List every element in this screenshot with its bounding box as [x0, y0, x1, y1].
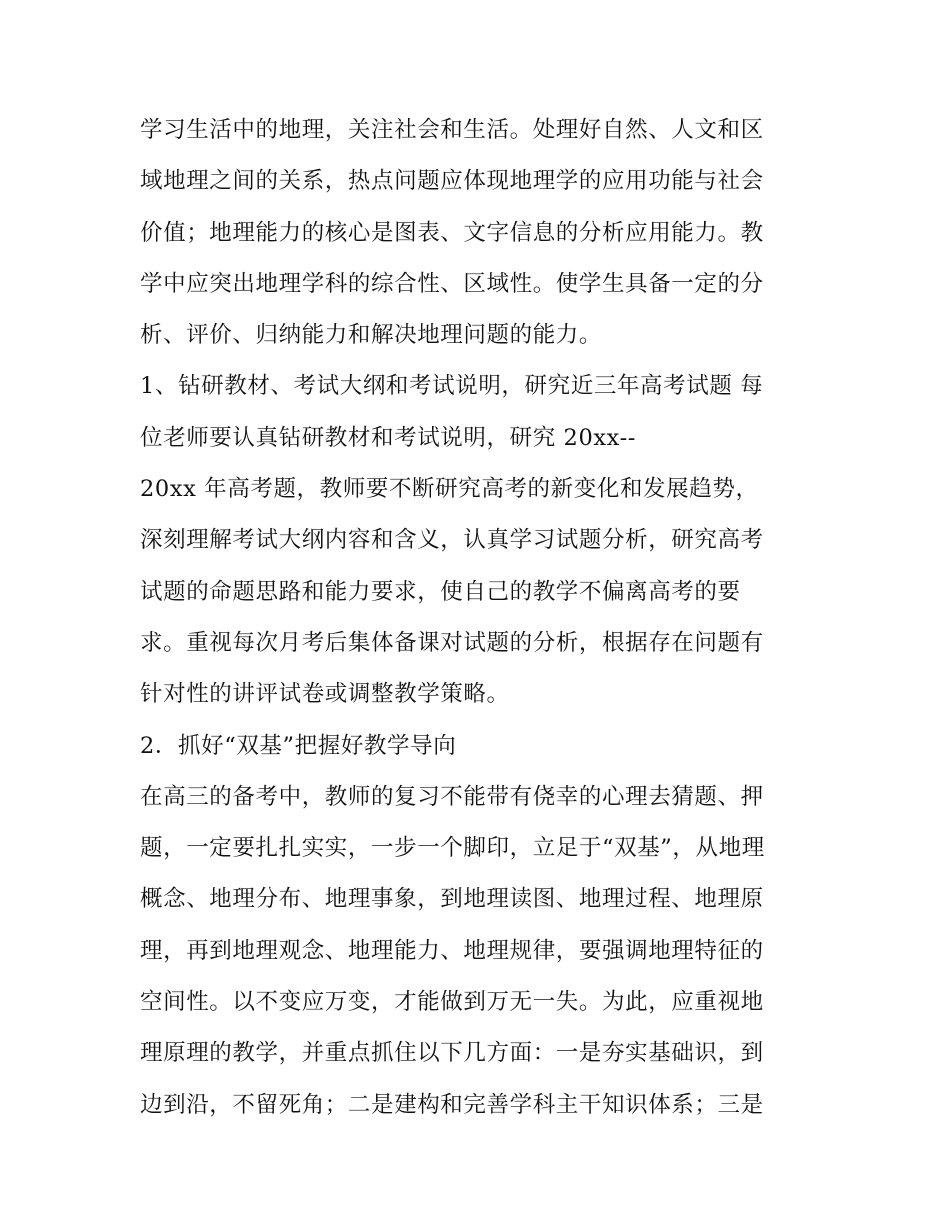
text-line: 空间性。以不变应万变，才能做到万无一失。为此，应重视地	[140, 989, 764, 1016]
text-line: 20xx 年高考题，教师要不断研究高考的新变化和发展趋势，	[140, 476, 759, 503]
text-line: 理原理的教学，并重点抓住以下几方面：一是夯实基础识，到	[140, 1040, 764, 1067]
text-line: 理，再到地理观念、地理能力、地理规律，要强调地理特征的	[140, 937, 764, 964]
body-text	[140, 105, 820, 1131]
text-line: 价值；地理能力的核心是图表、文字信息的分析应用能力。教	[140, 219, 764, 246]
text-line: 在高三的备考中，教师的复习不能带有侥幸的心理去猜题、押	[140, 783, 764, 810]
section-heading-2: 2．抓好“双基”把握好教学导向	[140, 732, 457, 759]
text-line: 析、评价、归纳能力和解决地理问题的能力。	[140, 322, 603, 349]
text-line: 针对性的讲评试卷或调整教学策略。	[140, 681, 510, 708]
text-line: 概念、地理分布、地理事象，到地理读图、地理过程、地理原	[140, 886, 764, 913]
text-line: 试题的命题思路和能力要求，使自己的教学不偏离高考的要	[140, 578, 741, 605]
text-line: 学习生活中的地理，关注社会和生活。处理好自然、人文和区	[140, 117, 764, 143]
text-line: 学中应突出地理学科的综合性、区域性。使学生具备一定的分	[140, 270, 764, 297]
text-line: 题，一定要扎扎实实，一步一个脚印，立足于“双基”，从地理	[140, 835, 765, 862]
text-line: 边到沿，不留死角；二是建构和完善学科主干知识体系；三是	[140, 1091, 764, 1118]
text-line: 位老师要认真钻研教材和考试说明，研究 20xx--	[140, 424, 636, 451]
text-line: 求。重视每次月考后集体备课对试题的分析，根据存在问题有	[140, 629, 764, 656]
text-line: 域地理之间的关系，热点问题应体现地理学的应用功能与社会	[140, 168, 764, 195]
section-heading-1: 1、钻研教材、考试大纲和考试说明，研究近三年高考试题 每	[140, 373, 764, 400]
text-line: 深刻理解考试大纲内容和含义，认真学习试题分析，研究高考	[140, 527, 764, 554]
